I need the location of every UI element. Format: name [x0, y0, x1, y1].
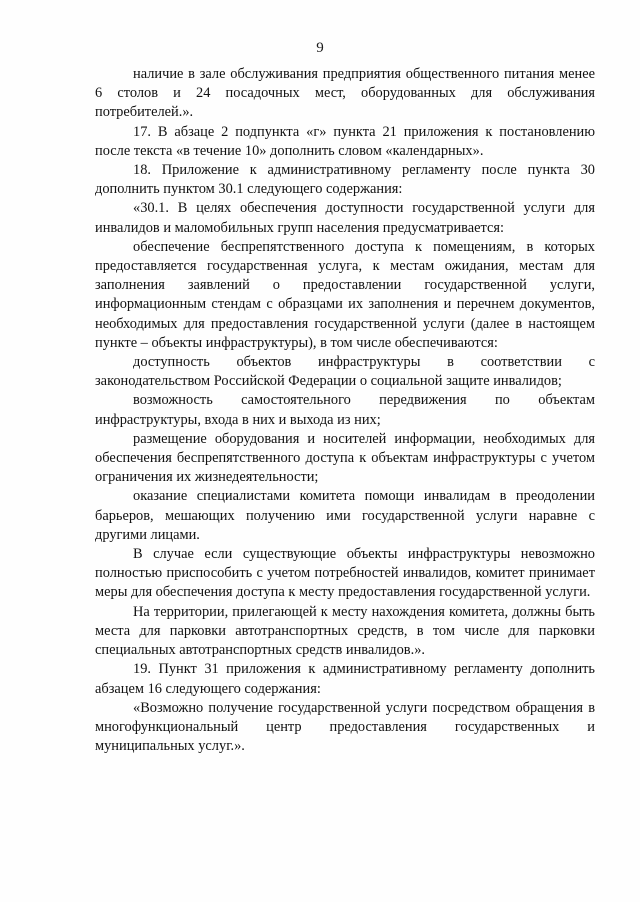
paragraph-8: размещение оборудования и носителей информации, необходимых для обеспечения беспрепятственного доступа к объектам инфраструктуры с учетом ограничения их жизнедеятельности;: [95, 430, 595, 486]
paragraph-7: возможность самостоятельного передвижения по объектам инфраструктуры, входа в них и выхода из них;: [95, 392, 595, 428]
paragraph-12: 19. Пункт 31 приложения к административному регламенту дополнить абзацем 16 следующего содержания:: [95, 661, 595, 697]
page-number: 9: [316, 40, 324, 56]
paragraph-4: «30.1. В целях обеспечения доступности государственной услуги для инвалидов и маломобильных групп населения предусматривается:: [95, 200, 595, 236]
paragraph-2: 17. В абзаце 2 подпункта «г» пункта 21 приложения к постановлению после текста «в течение 10» дополнить словом «календарных».: [95, 123, 595, 159]
paragraph-1: наличие в зале обслуживания предприятия общественного питания менее 6 столов и 24 посадочных мест, оборудованных для обслуживания потребителей.».: [95, 66, 595, 121]
document-body: [95, 65, 595, 756]
paragraph-10: В случае если существующие объекты инфраструктуры невозможно полностью приспособить с учетом потребностей инвалидов, комитет принимает меры для обеспечения доступа к месту предоставления государственной услуги.: [95, 546, 595, 601]
paragraph-9: оказание специалистами комитета помощи инвалидам в преодолении барьеров, мешающих получению ими государственной услуги наравне с другими лицами.: [95, 488, 595, 543]
paragraph-11: На территории, прилегающей к месту нахождения комитета, должны быть места для парковки автотранспортных средств, в том числе для парковки специальных автотранспортных средств инвалидов.».: [95, 603, 595, 659]
paragraph-3: 18. Приложение к административному регламенту после пункта 30 дополнить пунктом 30.1 следующего содержания:: [95, 162, 595, 198]
paragraph-13: «Возможно получение государственной услуги посредством обращения в многофункциональный центр предоставления государственных и муниципальных услуг.».: [95, 699, 595, 755]
paragraph-6: доступность объектов инфраструктуры в соответствии с законодательством Российской Федерации о социальной защите инвалидов;: [95, 354, 595, 390]
paragraph-5: обеспечение беспрепятственного доступа к помещениям, в которых предоставляется государственная услуга, к местам ожидания, местам для заполнения заявлений о предоставлении государственной услуги, информационным стендам с образцами их заполнения и перечнем документов, необходимых для предоставления государственной услуги (далее в настоящем пункте – объекты инфраструктуры), в том числе обеспечиваются:: [95, 238, 595, 351]
